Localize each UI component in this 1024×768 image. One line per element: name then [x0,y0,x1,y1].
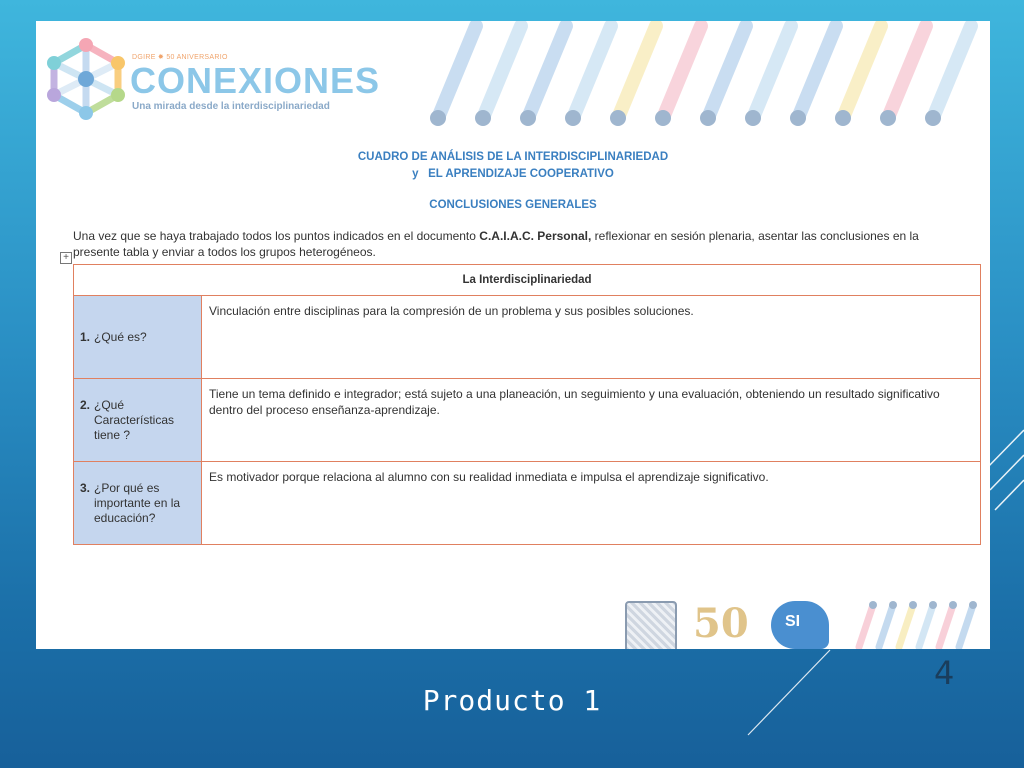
intro-text-rest: reflexionar en sesión plenaria, asentar las conclusiones en la presente tabla y enviar a todos los grupos heterogéneos. [73,229,919,259]
logo-title: CONEXIONES [130,60,381,101]
logo-subtitle: Una mirada desde la interdisciplinariedad [132,101,330,112]
answer-cell[interactable]: Es motivador porque relaciona al alumno con su realidad inmediata e impulsa el aprendizaje significativo. [202,462,981,545]
analysis-table [73,264,981,545]
intro-paragraph [73,228,953,260]
heading-conclusions: CONCLUSIONES GENERALES [429,199,597,211]
document-sheet [36,21,990,649]
page-number: 4 [934,654,955,692]
table-row [74,462,981,545]
logo-kicker: DGIRE ✸ 50 ANIVERSARIO [132,54,228,61]
question-cell [74,379,202,462]
heading-subtitle: y EL APRENDIZAJE COOPERATIVO [412,168,614,180]
answer-cell[interactable]: Tiene un tema definido e integrador; está sujeto a una planeación, un seguimiento y una evaluación, obteniendo un resultado significativo dentro del proceso enseñanza-aprendizaje. [202,379,981,462]
intro-text: Una vez que se haya trabajado todos los puntos indicados en el documento [73,229,480,243]
table-row [74,379,981,462]
mini-stripes [849,599,979,649]
question-text: ¿Por qué es importante en la educación? [94,480,181,525]
question-cell [74,296,202,379]
si-logo-icon: SI [771,601,829,649]
unam-seal-icon [625,601,677,649]
footer-logos [621,599,981,649]
question-cell [74,462,202,545]
table-move-handle-icon[interactable]: + [60,252,72,264]
question-number: 1. [80,329,91,344]
decorative-stripes [416,21,990,131]
product-title: Producto 1 [422,684,602,717]
question-number: 3. [80,480,91,495]
question-number: 2. [80,397,91,412]
answer-cell[interactable]: Vinculación entre disciplinas para la compresión de un problema y sus posibles soluciones. [202,296,981,379]
table-header-row [74,265,981,296]
fifty-anniversary-logo: 50 [693,600,749,647]
heading-title: CUADRO DE ANÁLISIS DE LA INTERDISCIPLINARIEDAD [357,151,669,163]
table-row [74,296,981,379]
intro-document-name: C.A.I.A.C. Personal, [479,229,592,243]
question-text: ¿Qué es? [94,329,147,344]
conexiones-logo-icon [40,33,132,125]
question-text: ¿Qué Características tiene ? [94,397,175,442]
table-header: La Interdisciplinariedad [74,265,981,296]
